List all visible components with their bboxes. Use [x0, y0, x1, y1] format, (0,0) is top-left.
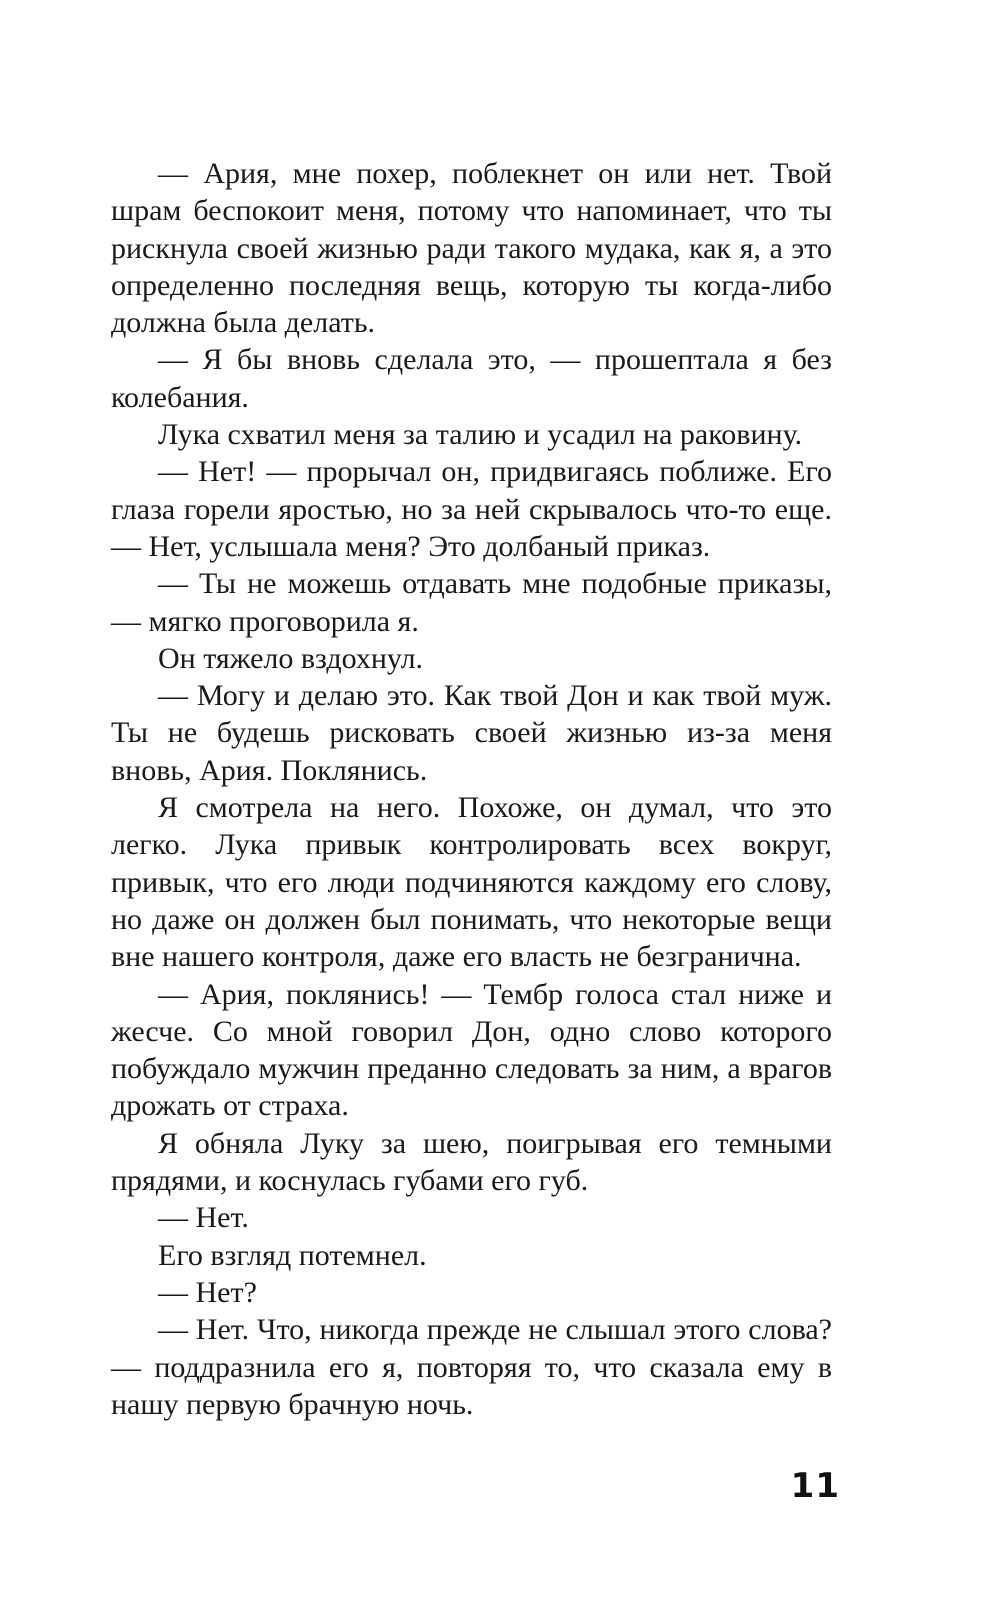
paragraph: — Я бы вновь сделала это, — прошептала я без колебания. — [111, 343, 832, 414]
paragraph: — Нет! — прорычал он, придвигаясь поближе. Его глаза горели яростью, но за ней скрывалось что-то еще. — Нет, услышала меня? Это долбаный приказ. — [111, 455, 832, 563]
paragraph: — Нет. — [158, 1201, 249, 1235]
paragraph: Его взгляд потемнел. — [158, 1238, 427, 1272]
paragraph: — Ария, мне похер, поблекнет он или нет. Твой шрам беспокоит меня, потому что напоминает, что ты рискнула своей жизнью ради такого мудака, как я, а это определенно последняя вещь, которую ты когда-либо должна была делать. — [111, 157, 832, 340]
paragraph: Я обняла Луку за шею, поигрывая его темными прядями, и коснулась губами его губ. — [111, 1126, 832, 1198]
paragraph: — Ты не можешь отдавать мне подобные приказы, — мягко проговорила я. — [111, 567, 832, 638]
paragraph: — Могу и делаю это. Как твой Дон и как твой муж. Ты не будешь рисковать своей жизнью из-за меня вновь, Ария. Поклянись. — [111, 679, 832, 787]
paragraph: — Ария, поклянись! — Тембр голоса стал ниже и жесче. Со мной говорил Дон, одно слово которого побуждало мужчин преданно следовать за ним, а врагов дрожать от страха. — [111, 977, 832, 1123]
paragraph: — Нет. Что, никогда прежде не слышал этого слова? — поддразнила его я, повторяя то, что сказала ему в нашу первую брачную ночь. — [111, 1313, 832, 1421]
paragraph: Лука схватил меня за талию и усадил на раковину. — [158, 418, 803, 452]
paragraph: Я смотрела на него. Похоже, он думал, что это легко. Лука привык контролировать всех вокруг, привык, что его люди подчиняются каждому его слову, но даже он должен был понимать, что некоторые вещи вне нашего контроля, даже его власть не безгранична. — [111, 791, 832, 974]
paragraph: — Нет? — [158, 1275, 257, 1309]
paragraph: Он тяжело вздохнул. — [158, 641, 424, 675]
body-text — [111, 155, 832, 1423]
page-number: 11 — [790, 1466, 840, 1506]
